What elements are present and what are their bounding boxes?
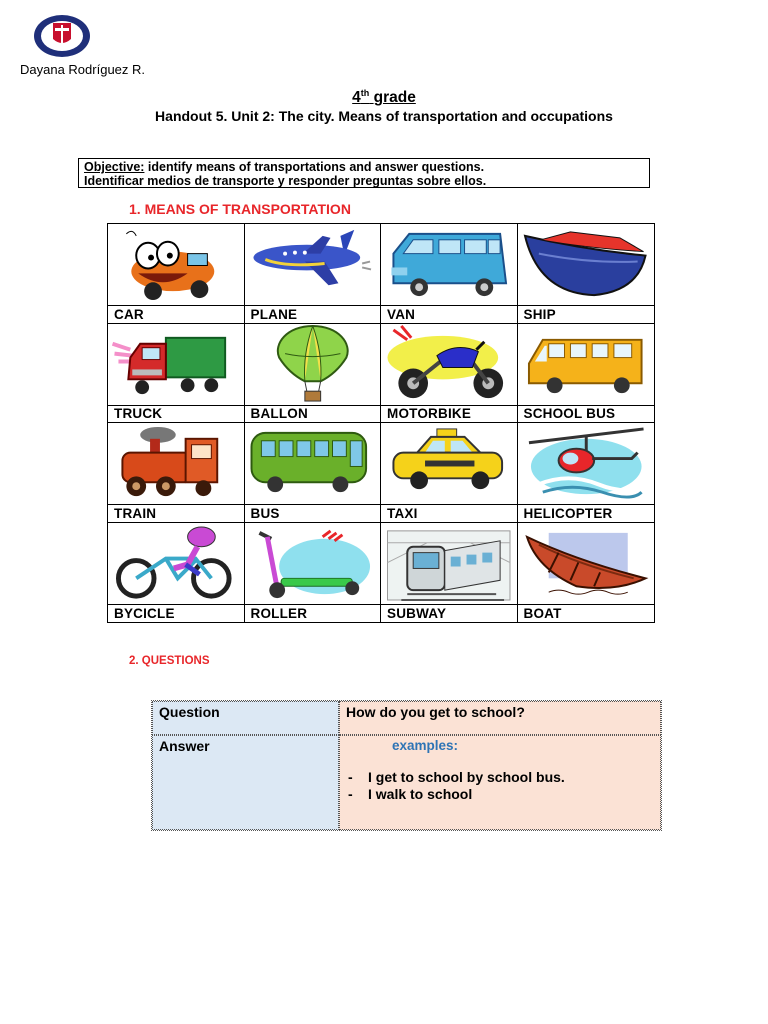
transport-label: VAN: [387, 306, 416, 322]
objective-label: Objective:: [84, 160, 145, 174]
transport-cell-taxi: [381, 423, 518, 523]
question-label: Question: [159, 704, 220, 720]
transport-cell-van: [381, 224, 518, 324]
answer-cell: [339, 735, 661, 830]
transport-cell-motorbike: [381, 324, 518, 424]
motorbike-icon: [381, 324, 517, 406]
transport-label: TRAIN: [114, 505, 157, 521]
transport-label: SUBWAY: [387, 606, 447, 621]
answer-label-cell: [152, 735, 339, 830]
balloon-icon: [245, 324, 381, 406]
transport-label: ROLLER: [250, 606, 308, 621]
transport-label: BALLON: [250, 406, 308, 421]
transport-cell-roller: [245, 523, 382, 623]
transport-cell-ship: [518, 224, 655, 324]
transport-label: HELICOPTER: [523, 505, 613, 521]
examples-label: examples:: [392, 738, 459, 753]
transport-grid: [107, 223, 655, 623]
handout-title: Handout 5. Unit 2: The city. Means of transportation and occupations: [155, 108, 613, 124]
objective-text: identify means of transportations and answer questions.: [147, 160, 485, 174]
transport-cell-plane: [245, 224, 382, 324]
transport-label: BYCICLE: [114, 606, 175, 621]
question-cell: [339, 701, 661, 735]
transport-cell-bicycle: [108, 523, 245, 623]
car-icon: [108, 224, 244, 306]
transport-label: BUS: [250, 505, 280, 521]
train-icon: [108, 423, 244, 505]
author-name: Dayana Rodríguez R.: [20, 62, 146, 77]
answer-example: - I walk to school: [348, 786, 473, 802]
transport-label: SCHOOL BUS: [523, 406, 616, 421]
transport-cell-truck: [108, 324, 245, 424]
transport-label: CAR: [114, 306, 144, 322]
transport-label: PLANE: [250, 306, 298, 322]
transport-cell-car: [108, 224, 245, 324]
transport-label: TAXI: [387, 505, 418, 521]
section-transport-title: 1. MEANS OF TRANSPORTATION: [129, 201, 351, 217]
question-text: How do you get to school?: [346, 704, 525, 720]
transport-cell-helicopter: [518, 423, 655, 523]
truck-icon: [108, 324, 244, 406]
answer-example: - I get to school by school bus.: [348, 769, 565, 785]
objective-text-es: Identificar medios de transporte y responder preguntas sobre ellos.: [84, 174, 487, 188]
transport-cell-bus: [245, 423, 382, 523]
transport-cell-train: [108, 423, 245, 523]
transport-label: BOAT: [523, 606, 562, 621]
school-logo: [33, 14, 91, 58]
question-label-cell: [152, 701, 339, 735]
transport-cell-boat: [518, 523, 655, 623]
van-icon: [381, 224, 517, 306]
transport-cell-balloon: [245, 324, 382, 424]
qa-table: [151, 700, 662, 831]
ship-icon: [518, 224, 655, 306]
school-bus-icon: [518, 324, 655, 406]
transport-label: TRUCK: [114, 406, 163, 421]
plane-icon: [245, 224, 381, 306]
transport-cell-school-bus: [518, 324, 655, 424]
grade-heading: 4th grade: [352, 88, 416, 106]
subway-icon: [381, 523, 517, 605]
section-questions-title: 2. QUESTIONS: [129, 655, 210, 667]
bus-icon: [245, 423, 381, 505]
bicycle-icon: [108, 523, 244, 605]
boat-icon: [518, 523, 655, 605]
taxi-icon: [381, 423, 517, 505]
answer-label: Answer: [159, 738, 210, 754]
objective-box: [78, 158, 650, 188]
transport-label: SHIP: [523, 306, 556, 322]
transport-cell-subway: [381, 523, 518, 623]
transport-label: MOTORBIKE: [387, 406, 472, 421]
helicopter-icon: [518, 423, 655, 505]
scooter-icon: [245, 523, 381, 605]
